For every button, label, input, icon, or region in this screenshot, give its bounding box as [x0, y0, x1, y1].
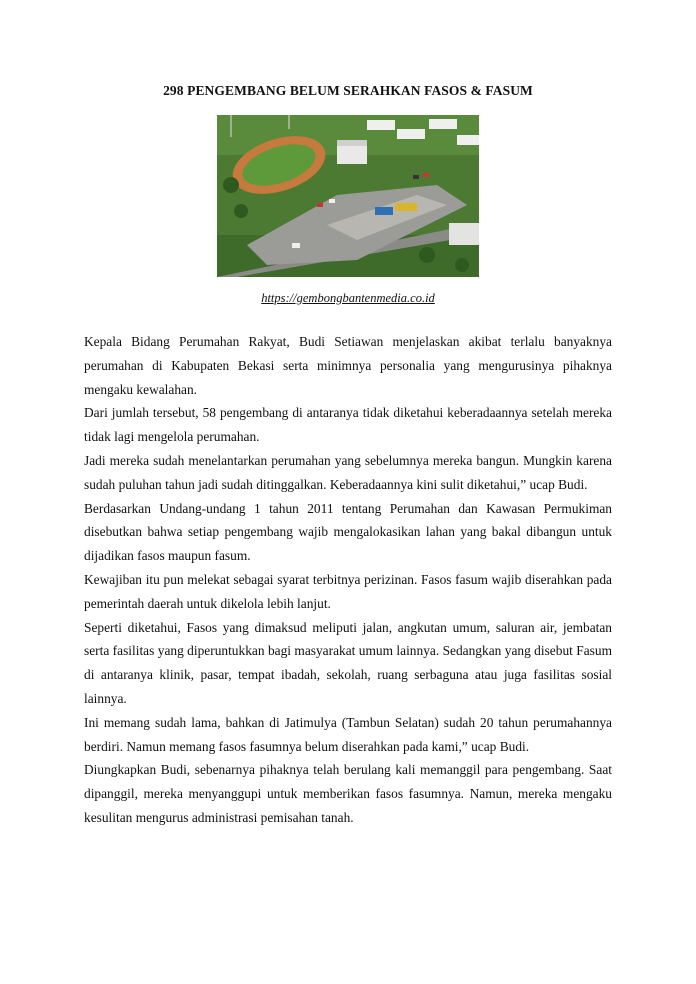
image-caption-link[interactable]: https://gembongbantenmedia.co.id: [261, 291, 435, 305]
paragraph: Seperti diketahui, Fasos yang dimaksud meliputi jalan, angkutan umum, saluran air, jembatan serta fasilitas yang diperuntukkan bagi masyarakat umum lainnya. Sedangkan yang disebut Fasum di antaranya klinik, pasar, tempat ibadah, sekolah, ruang serbaguna atau juga fasilitas sosial lainnya.: [84, 619, 612, 706]
paragraph: Dari jumlah tersebut, 58 pengembang di antaranya tidak diketahui keberadaannya setelah mereka tidak lagi mengelola perumahan.: [84, 405, 612, 445]
aerial-site-illustration: [217, 115, 479, 277]
article-body: [84, 330, 612, 830]
article-photo: [217, 115, 479, 277]
article-title: 298 PENGEMBANG BELUM SERAHKAN FASOS & FASUM: [163, 83, 533, 98]
paragraph: Kepala Bidang Perumahan Rakyat, Budi Setiawan menjelaskan akibat terlalu banyaknya perumahan di Kabupaten Bekasi serta minimnya personalia yang mengurusinya pihaknya mengaku kewalahan.: [84, 334, 612, 397]
paragraph: Diungkapkan Budi, sebenarnya pihaknya telah berulang kali memanggil para pengembang. Saat dipanggil, mereka menyanggupi untuk memberikan fasos fasumnya. Namun, mereka mengaku kesulitan mengurus administrasi pemisahan tanah.: [84, 762, 612, 825]
paragraph: Kewajiban itu pun melekat sebagai syarat terbitnya perizinan. Fasos fasum wajib diserahkan pada pemerintah daerah untuk dikelola lebih lanjut.: [84, 571, 612, 611]
paragraph: Jadi mereka sudah menelantarkan perumahan yang sebelumnya mereka bangun. Mungkin karena sudah puluhan tahun jadi sudah ditinggalkan. Keberadaannya kini sulit diketahui,” ucap Budi.: [84, 452, 612, 492]
paragraph: Ini memang sudah lama, bahkan di Jatimulya (Tambun Selatan) sudah 20 tahun perumahannya berdiri. Namun memang fasos fasumnya belum diserahkan pada kami,” ucap Budi.: [84, 714, 612, 754]
paragraph: Berdasarkan Undang-undang 1 tahun 2011 tentang Perumahan dan Kawasan Permukiman disebutkan bahwa setiap pengembang wajib mengalokasikan lahan yang bakal dibangun untuk dijadikan fasos maupun fasum.: [84, 500, 612, 564]
